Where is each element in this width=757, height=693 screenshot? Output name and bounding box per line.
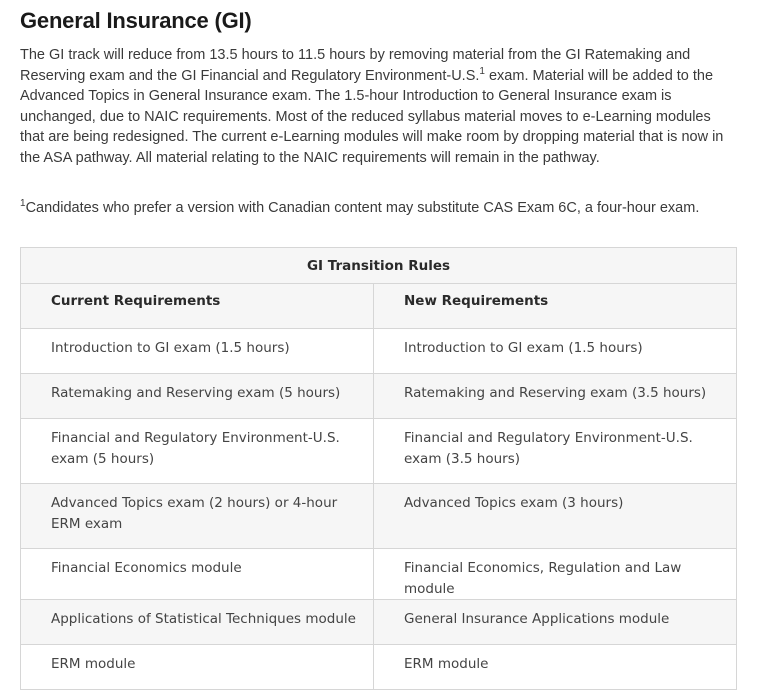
table-row <box>21 549 737 600</box>
cell-current: Applications of Statistical Techniques module <box>21 600 374 645</box>
section-title: General Insurance (GI) <box>20 8 252 33</box>
cell-new: ERM module <box>374 645 737 690</box>
footnote <box>20 198 736 218</box>
cell-current: Introduction to GI exam (1.5 hours) <box>21 329 374 374</box>
table-row <box>21 600 737 645</box>
cell-new: Introduction to GI exam (1.5 hours) <box>374 329 737 374</box>
table-caption: GI Transition Rules <box>21 248 737 284</box>
table-header-row <box>21 284 737 329</box>
cell-current: Ratemaking and Reserving exam (5 hours) <box>21 374 374 419</box>
cell-new: Financial and Regulatory Environment-U.S. exam (3.5 hours) <box>374 419 737 484</box>
table-row <box>21 645 737 690</box>
header-new-requirements: New Requirements <box>374 284 737 329</box>
intro-text-part1: The GI track will reduce from 13.5 hours to 11.5 hours by removing material from the GI Ratemaking and Reserving exam and the GI Financial and Regulatory Environment-U.S. <box>20 47 691 84</box>
footnote-marker: 1 <box>20 198 26 210</box>
cell-current: Advanced Topics exam (2 hours) or 4-hour ERM exam <box>21 484 374 549</box>
cell-new: Advanced Topics exam (3 hours) <box>374 484 737 549</box>
cell-new: General Insurance Applications module <box>374 600 737 645</box>
cell-current: Financial and Regulatory Environment-U.S. exam (5 hours) <box>21 419 374 484</box>
intro-paragraph <box>20 45 736 168</box>
cell-current: Financial Economics module <box>21 549 374 600</box>
table-row <box>21 374 737 419</box>
table-row <box>21 329 737 374</box>
table-row <box>21 484 737 549</box>
cell-current: ERM module <box>21 645 374 690</box>
cell-new: Financial Economics, Regulation and Law module <box>374 549 737 600</box>
table-caption-row <box>21 248 737 284</box>
intro-text-part2: exam. Material will be added to the Advanced Topics in General Insurance exam. The 1.5-hour Introduction to General Insurance exam is unchanged, due to NAIC requirements. Most of the reduced syllabus material moves to e-Learning modules that are being redesigned. The current e-Learning modules will make room by dropping material that is now in the ASA pathway. All material relating to the NAIC requirements will remain in the pathway. <box>20 67 724 166</box>
cell-new: Ratemaking and Reserving exam (3.5 hours) <box>374 374 737 419</box>
gi-transition-rules-table <box>20 247 737 690</box>
footnote-text: Candidates who prefer a version with Canadian content may substitute CAS Exam 6C, a four-hour exam. <box>25 200 700 216</box>
intro-footnote-ref: 1 <box>479 65 485 77</box>
table-row <box>21 419 737 484</box>
header-current-requirements: Current Requirements <box>21 284 374 329</box>
